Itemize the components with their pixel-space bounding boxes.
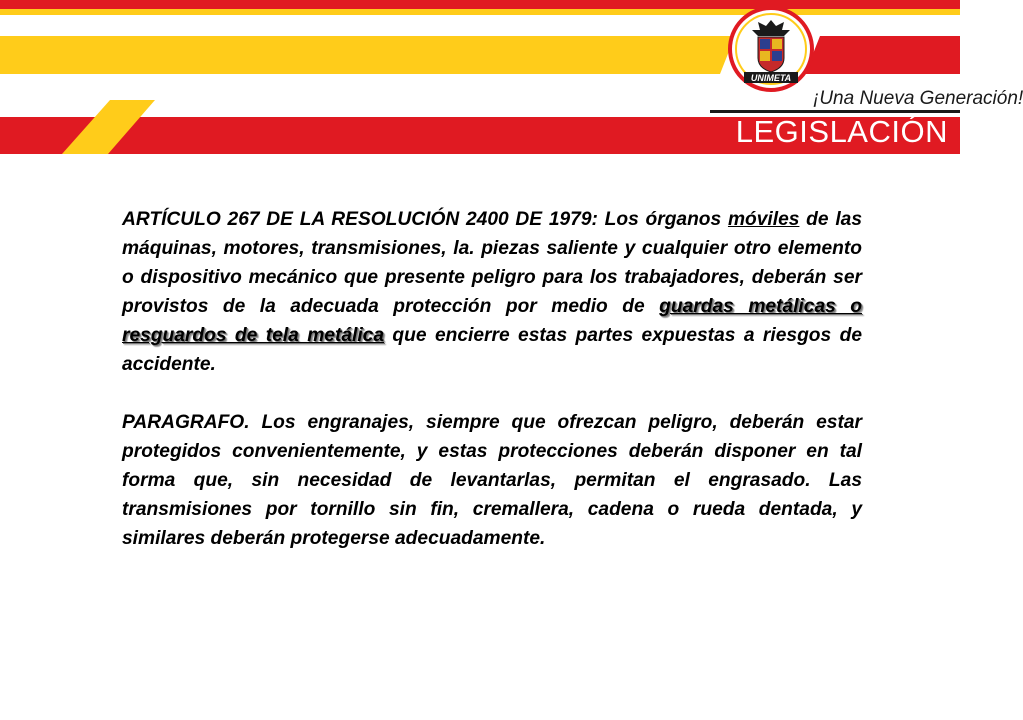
paragrafo-paragraph: PARAGRAFO. Los engranajes, siempre que ofrezcan peligro, deberán estar protegidos convenientemente, y estas protecciones deberán disponer en tal forma que, sin necesidad de levantarlas, permitan el engrasado. Las transmisiones por tornillo sin fin, cremallera, cadena o rueda dentada, y similares deberán protegerse adecuadamente. [122,412,862,549]
article-text-part3: que encierre estas partes expuestas a riesgos de accidente. [122,325,862,375]
tagline-underline [710,110,960,113]
unimeta-logo [724,6,818,92]
tagline: ¡Una Nueva Generación! [813,88,1023,109]
upper-red-band-right [805,36,960,74]
guardas-emphasis: guardas metálicas o resguardos de tela metálica [122,296,863,346]
legislation-text [122,205,862,553]
article-text-part2: de las máquinas, motores, transmisiones, la. piezas saliente y cualquier otro elemento o dispositivo mecánico que presente peligro para los trabajadores, deberán ser provistos de la adecuada protección por medio de [122,209,862,317]
section-title: LEGISLACIÓN [735,114,948,149]
moviles-underlined: móviles [727,209,800,230]
logo-text: UNIMETA [750,73,792,83]
upper-yellow-band [0,36,735,74]
article-paragraph [122,205,862,379]
article-text-part1: ARTÍCULO 267 DE LA RESOLUCIÓN 2400 DE 1979: Los órganos [122,209,728,230]
